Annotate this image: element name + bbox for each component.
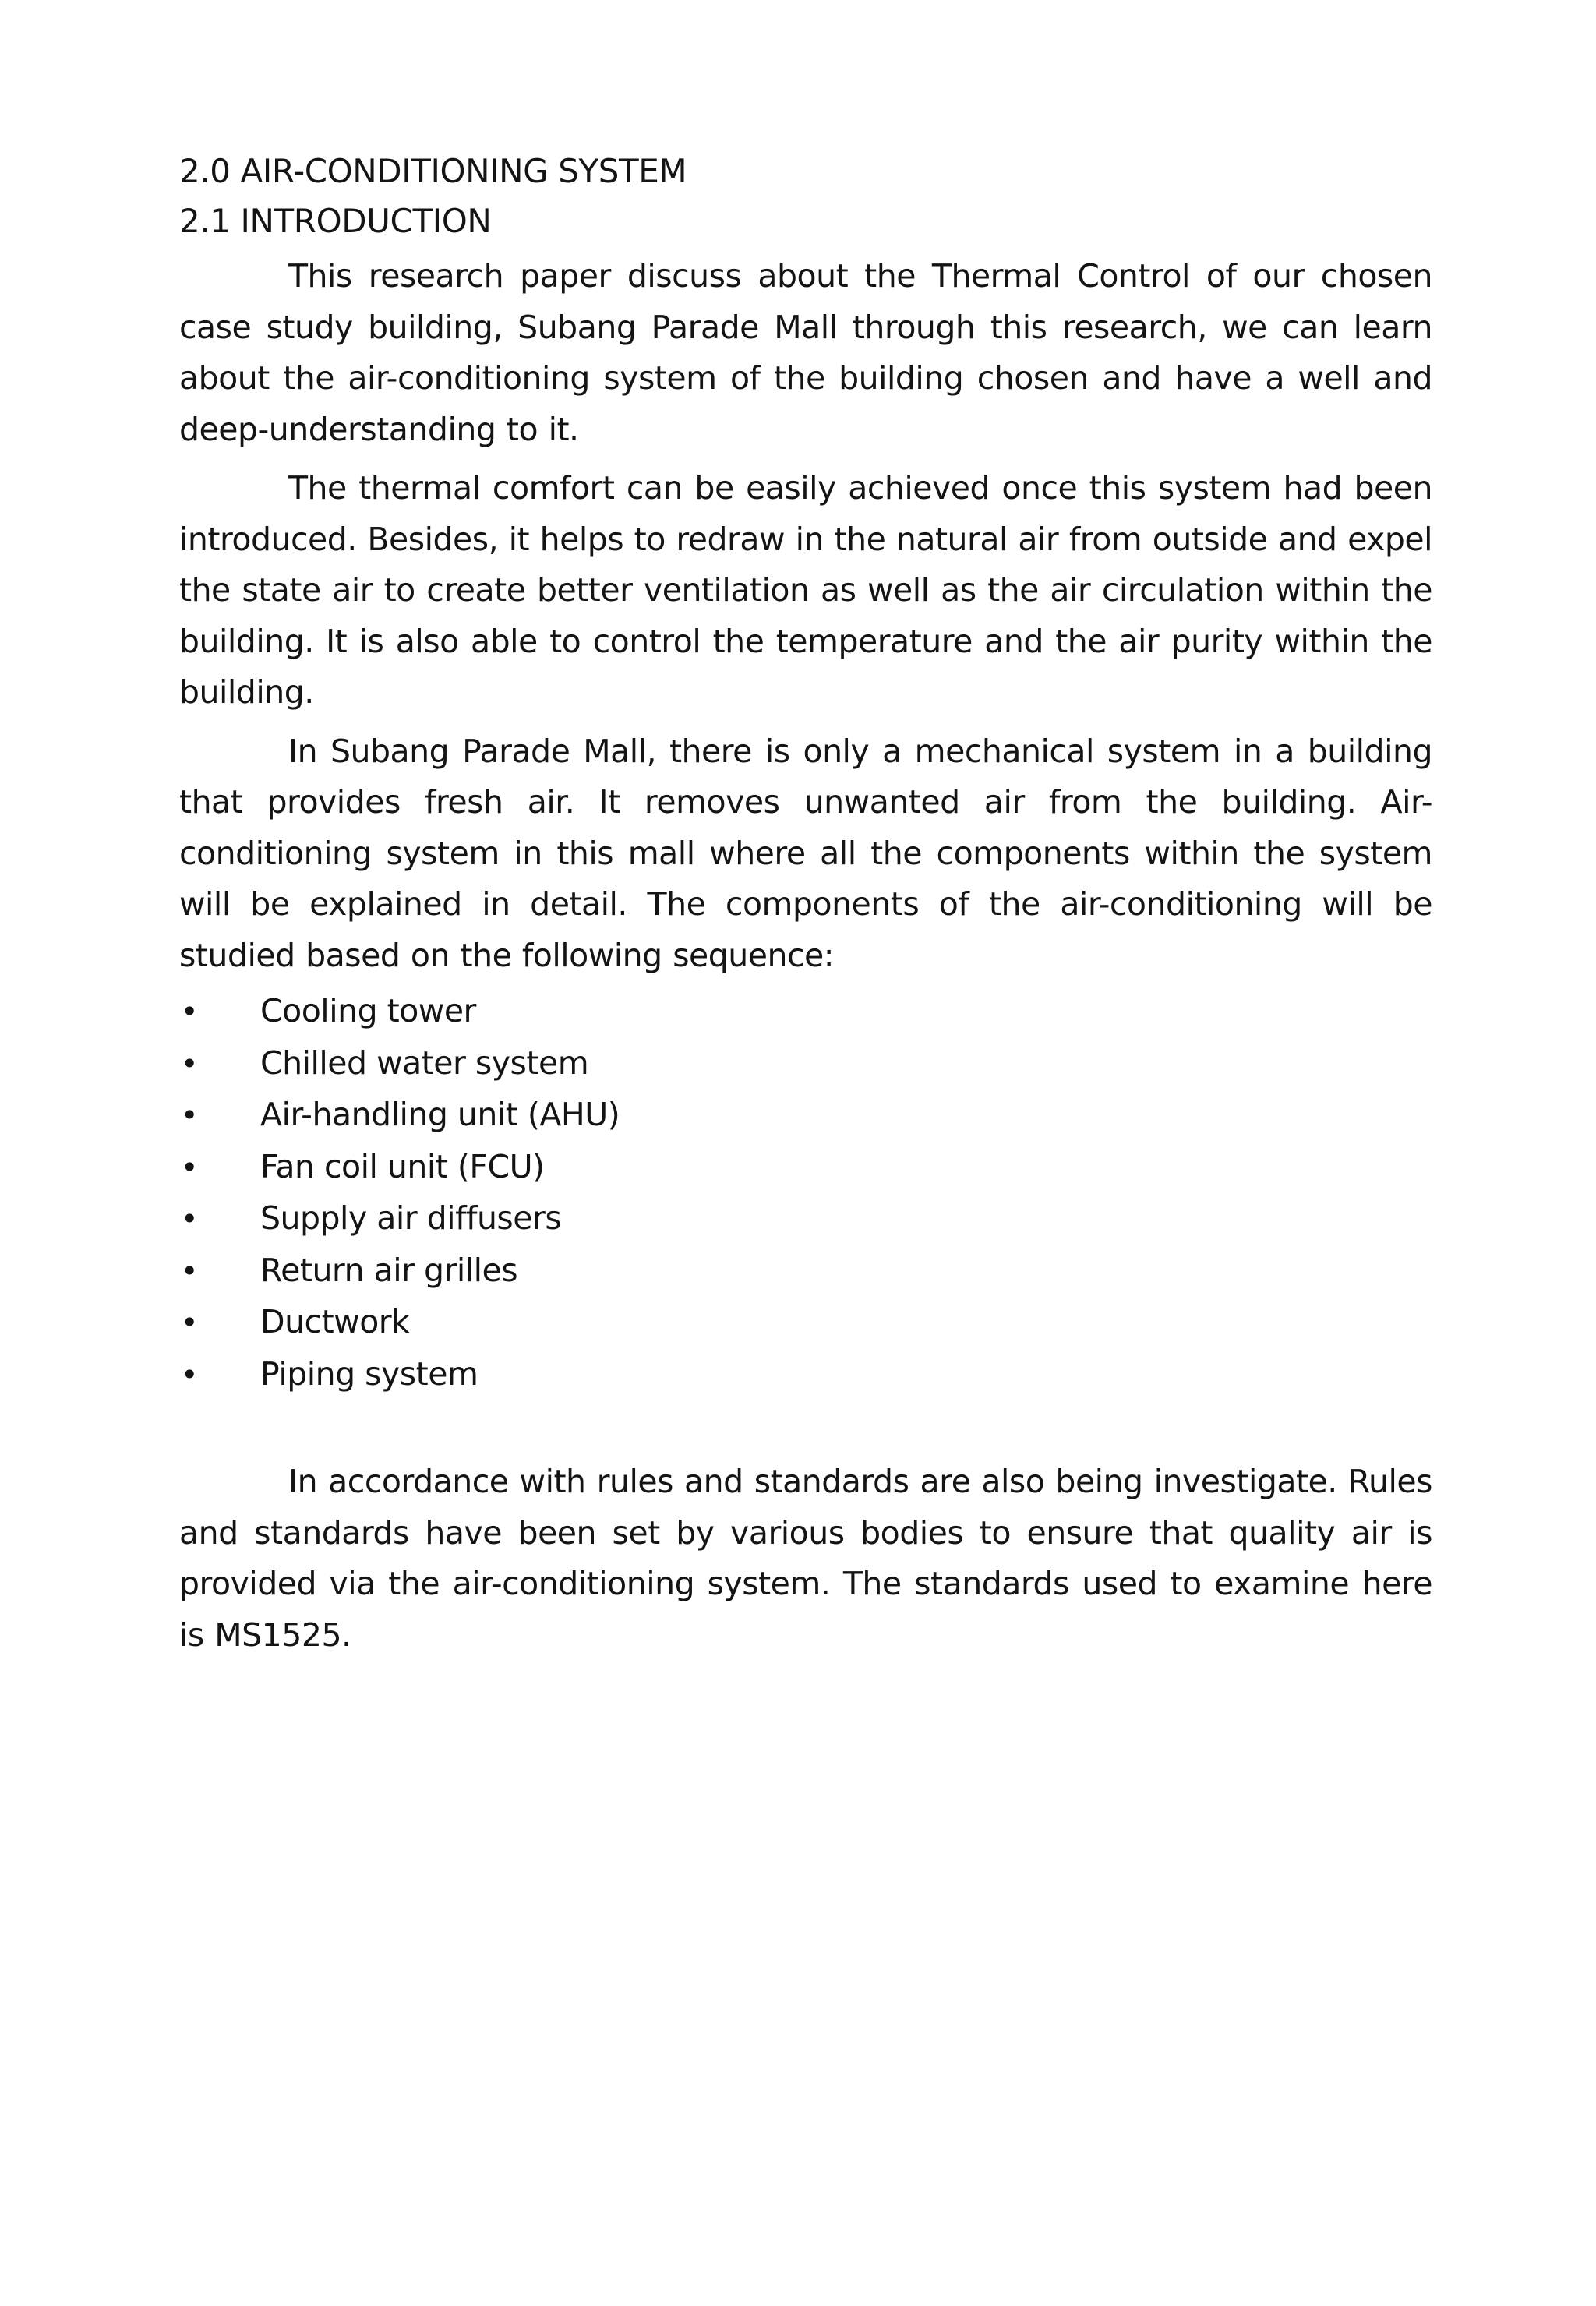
document-page bbox=[179, 147, 1432, 1661]
list-item bbox=[179, 1349, 1432, 1401]
paragraph-mechanical-system: In Subang Parade Mall, there is only a mechanical system in a building that provides fresh air. It removes unwanted air from the building. Air-conditioning system in this mall where all the components within the system will be explained in detail. The components of the air-conditioning will be studied based on the following sequence: bbox=[179, 732, 1432, 974]
list-item bbox=[179, 1142, 1432, 1194]
bullet-icon: • bbox=[181, 1305, 198, 1340]
list-item bbox=[179, 986, 1432, 1038]
paragraph-standards: In accordance with rules and standards are also being investigate. Rules and standards have been set by various bodies to ensure that quality air is provided via the air-conditioning system. The standards used to examine here is MS1525. bbox=[179, 1463, 1432, 1654]
list-item bbox=[179, 1297, 1432, 1349]
list-item-label: Fan coil unit (FCU) bbox=[260, 1147, 545, 1185]
list-item bbox=[179, 1038, 1432, 1090]
list-item bbox=[179, 1193, 1432, 1245]
list-item bbox=[179, 1245, 1432, 1298]
list-item-label: Ductwork bbox=[260, 1303, 410, 1340]
list-item-label: Cooling tower bbox=[260, 992, 476, 1029]
components-list bbox=[179, 986, 1432, 1400]
bullet-icon: • bbox=[181, 994, 198, 1029]
paragraph-thermal-comfort: The thermal comfort can be easily achieved once this system had been introduced. Besides, it helps to redraw in the natural air from outside and expel the state air to create better ventilation as well as the air circulation within the building. It is also able to control the temperature and the air purity within the building. bbox=[179, 469, 1433, 711]
paragraph-intro: This research paper discuss about the Thermal Control of our chosen case study building, Subang Parade Mall through this research, we can learn about the air-conditioning system of the building chosen and have a well and deep-understanding to it. bbox=[179, 257, 1432, 448]
list-item-label: Supply air diffusers bbox=[260, 1199, 562, 1237]
bullet-icon: • bbox=[181, 1149, 198, 1185]
bullet-icon: • bbox=[181, 1046, 198, 1081]
list-item-label: Return air grilles bbox=[260, 1251, 518, 1289]
list-item bbox=[179, 1089, 1432, 1142]
list-item-label: Chilled water system bbox=[260, 1044, 589, 1082]
section-heading: 2.0 AIR-CONDITIONING SYSTEM bbox=[179, 152, 687, 190]
subsection-heading: 2.1 INTRODUCTION bbox=[179, 202, 492, 240]
bullet-icon: • bbox=[181, 1202, 198, 1236]
list-item-label: Piping system bbox=[260, 1354, 478, 1393]
bullet-icon: • bbox=[181, 1253, 198, 1288]
bullet-icon: • bbox=[181, 1357, 198, 1392]
bullet-icon: • bbox=[181, 1098, 198, 1132]
list-item-label: Air-handling unit (AHU) bbox=[260, 1096, 620, 1133]
